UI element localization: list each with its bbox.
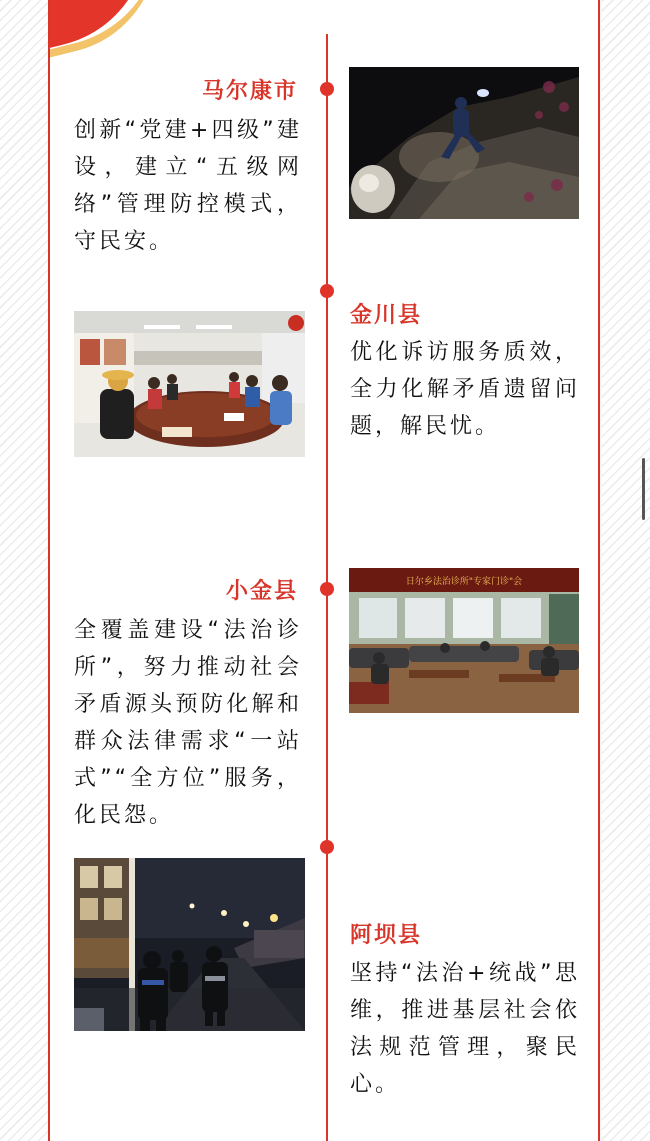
left-hatch-margin (0, 0, 48, 1141)
entry-text-barkam: 创新“党建+四级”建设，建立“五级网络”管理防控模式，守民安。 (74, 118, 302, 254)
timeline-dot (320, 840, 334, 854)
legal-clinic-photo (349, 568, 579, 713)
corner-gold-stripe (48, 0, 181, 64)
night-patrol-photo (74, 858, 305, 1031)
timeline-dot (320, 582, 334, 596)
entry-heading-barkam: 马尔康市 (201, 79, 298, 104)
entry-text-xiaojin: 全覆盖建设“法治诊所”，努力推动社会矛盾源头预防化解和群众法律需求“一站式”“全方位”服务，化民怨。 (74, 618, 302, 828)
clinic-banner-text: 日尔乡法治诊所"专家门诊"会 (405, 577, 523, 587)
scrollbar-thumb[interactable] (642, 458, 645, 520)
timeline-panel (48, 0, 600, 1141)
night-rescue-photo (349, 67, 579, 219)
entry-heading-aba: 阿坝县 (350, 923, 423, 948)
right-hatch-margin (602, 0, 650, 1141)
entry-heading-jinchuan: 金川县 (350, 303, 423, 328)
timeline-dot (320, 284, 334, 298)
entry-text-jinchuan: 优化诉访服务质效，全力化解矛盾遗留问题，解民忧。 (350, 340, 580, 439)
timeline-dot (320, 82, 334, 96)
entry-heading-xiaojin: 小金县 (225, 579, 298, 604)
entry-text-aba: 坚持“法治+统战”思维，推进基层社会依法规范管理，聚民心。 (350, 961, 580, 1097)
meeting-room-photo (74, 311, 305, 457)
